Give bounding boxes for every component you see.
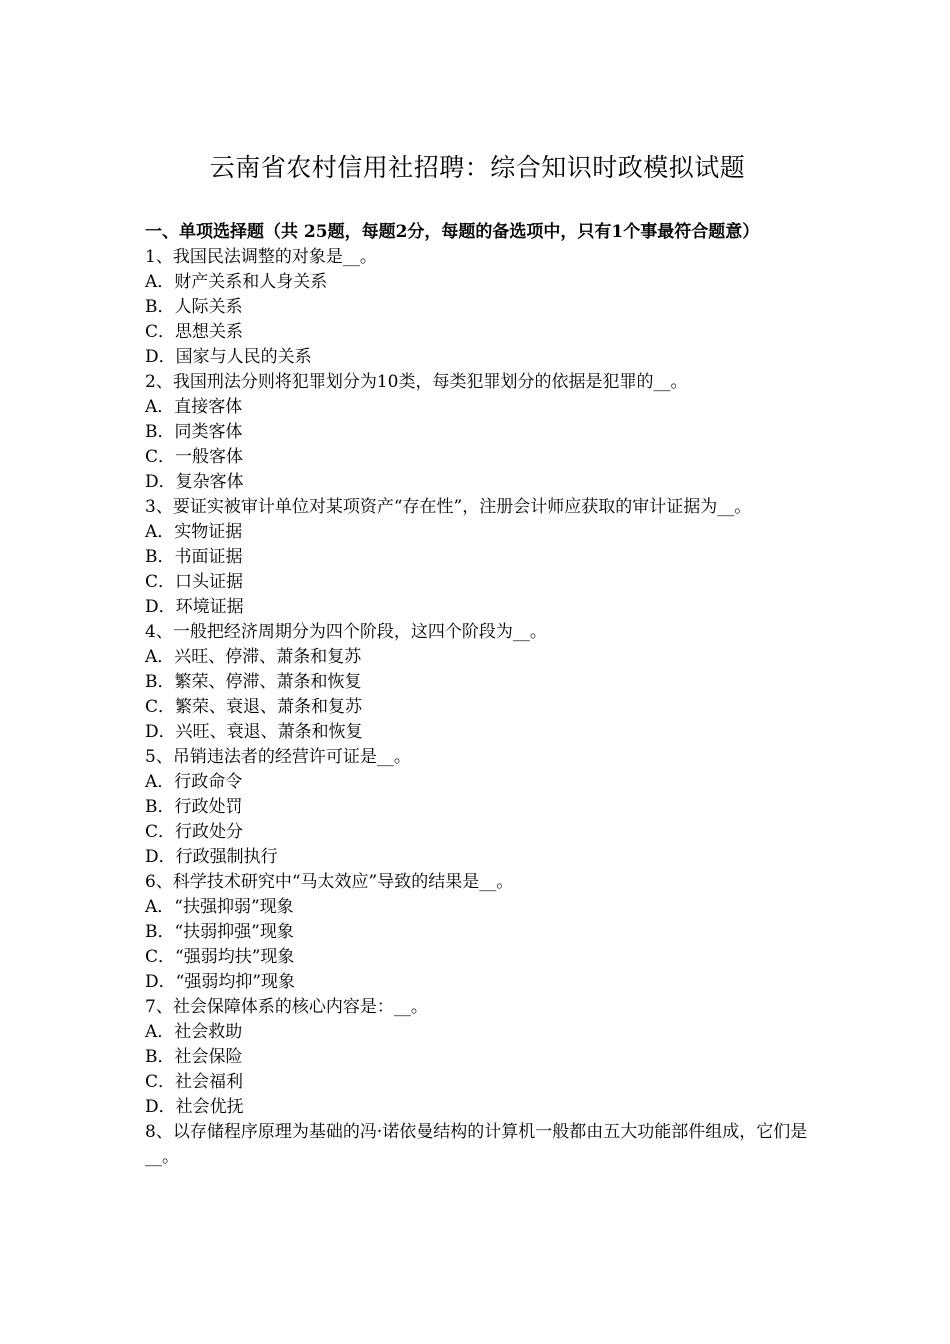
question-stem: 5、吊销违法者的经营许可证是__。 — [145, 747, 411, 767]
option-b: B．书面证据 — [145, 547, 243, 567]
option-b: B．“扶弱抑强”现象 — [145, 922, 294, 942]
question-2 — [145, 370, 810, 495]
question-stem: 6、科学技术研究中“马太效应”导致的结果是__。 — [145, 872, 514, 892]
option-b: B．行政处罚 — [145, 797, 243, 817]
option-a: A．实物证据 — [145, 522, 243, 542]
question-3 — [145, 495, 810, 620]
option-d: D．复杂客体 — [145, 472, 244, 492]
option-b: B．社会保险 — [145, 1047, 243, 1067]
option-c: C．社会福利 — [145, 1072, 244, 1092]
option-c: C．“强弱均扶”现象 — [145, 947, 295, 967]
option-a: A．社会救助 — [145, 1022, 243, 1042]
question-7 — [145, 995, 810, 1120]
option-c: C．思想关系 — [145, 322, 244, 342]
option-d: D．国家与人民的关系 — [145, 347, 312, 367]
question-stem: 3、要证实被审计单位对某项资产“存在性”，注册会计师应获取的审计证据为__。 — [145, 497, 752, 517]
option-b: B．同类客体 — [145, 422, 243, 442]
option-a: A．“扶强抑弱”现象 — [145, 897, 294, 917]
question-6 — [145, 870, 810, 995]
option-a: A．直接客体 — [145, 397, 243, 417]
question-stem: 7、社会保障体系的核心内容是：__。 — [145, 997, 428, 1017]
question-stem: 8、以存储程序原理为基础的冯·诺依曼结构的计算机一般都由五大功能部件组成，它们是__。 — [145, 1122, 808, 1167]
option-d: D．兴旺、衰退、萧条和恢复 — [145, 722, 363, 742]
question-8 — [145, 1120, 810, 1170]
option-a: A．财产关系和人身关系 — [145, 272, 328, 292]
question-stem: 1、我国民法调整的对象是__。 — [145, 247, 377, 267]
question-1 — [145, 245, 810, 370]
question-stem: 4、一般把经济周期分为四个阶段，这四个阶段为__。 — [145, 622, 547, 642]
document-title: 云南省农村信用社招聘：综合知识时政模拟试题 — [209, 153, 746, 182]
option-d: D．社会优抚 — [145, 1097, 244, 1117]
option-b: B．繁荣、停滞、萧条和恢复 — [145, 672, 362, 692]
option-c: C．一般客体 — [145, 447, 244, 467]
option-c: C．口头证据 — [145, 572, 244, 592]
question-4 — [145, 620, 810, 745]
option-c: C．行政处分 — [145, 822, 244, 842]
option-a: A．兴旺、停滞、萧条和复苏 — [145, 647, 362, 667]
option-d: D．行政强制执行 — [145, 847, 278, 867]
section-heading: 一、单项选择题（共 25题，每题2分，每题的备选项中，只有1个事最符合题意） — [145, 222, 760, 242]
option-d: D．“强弱均抑”现象 — [145, 972, 296, 992]
document-page — [145, 150, 810, 1170]
option-a: A．行政命令 — [145, 772, 243, 792]
option-c: C．繁荣、衰退、萧条和复苏 — [145, 697, 363, 717]
option-b: B．人际关系 — [145, 297, 243, 317]
question-5 — [145, 745, 810, 870]
question-stem: 2、我国刑法分则将犯罪划分为10类，每类犯罪划分的依据是犯罪的__。 — [145, 372, 688, 392]
option-d: D．环境证据 — [145, 597, 244, 617]
